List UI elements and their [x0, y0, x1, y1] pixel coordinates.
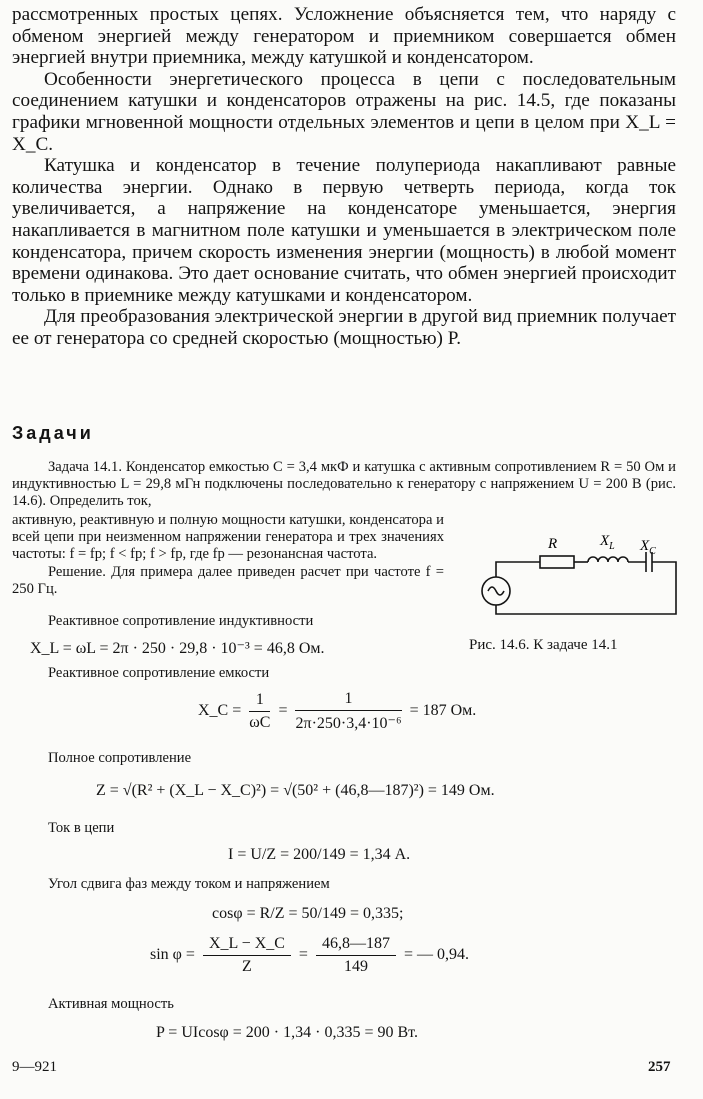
- i-formula: I = U/Z = 200/149 = 1,34 А.: [228, 846, 411, 863]
- p-formula: P = UIcosφ = 200 · 1,34 · 0,335 = 90 Вт.: [156, 1024, 418, 1041]
- xc-label: Реактивное сопротивление емкости: [48, 665, 270, 681]
- phi-label: Угол сдвига фаз между током и напряжением: [48, 876, 330, 892]
- xl-formula: X_L = ωL = 2π · 250 · 29,8 · 10⁻³ = 46,8 Ом.: [30, 640, 325, 657]
- page-number: 257: [648, 1059, 671, 1075]
- sin-formula: sin φ = $\frac{X\_L - X\_C}{Z}$ = $\frac{46,8—187}{149}$ = — 0,94.: [150, 935, 469, 975]
- inductor-symbol: [588, 557, 628, 562]
- p-label: Активная мощность: [48, 996, 174, 1012]
- footer-signature: 9—921: [12, 1059, 57, 1075]
- z-formula: Z = √(R² + (X_L − X_C)²) = √(50² + (46,8—187)²) = 149 Ом.: [96, 782, 495, 799]
- task-lead: Задача 14.1. Конденсатор емкостью C = 3,4 мкФ и катушка с активным сопротивлением R = 50 Ом и индуктивностью L = 29,8 мГн подключены последовательно к генератору с напряжением U = 200 В (рис. 14.6). Определить ток,: [12, 459, 676, 510]
- xc-formula: X_C = $\frac{1}{\omega C}$ = $\frac{1}{\text{2π·250·3,4·10⁻⁶}}$ = 187 Ом.: [198, 690, 477, 732]
- circuit-diagram: [476, 528, 686, 628]
- paragraph-energy-process: Особенности энергетического процесса в цепи с последовательным соединением катушки и конденсаторов отражены на рис. 14.5, где показаны графики мгновенной мощности отдельных элементов и цепи в целом при X_L = X_C.: [12, 68, 676, 155]
- solution-text: Решение. Для примера далее приведен расчет при частоте f = 250 Гц.: [12, 563, 444, 597]
- section-heading: Задачи: [12, 423, 94, 443]
- text-block-intro: [12, 4, 676, 350]
- paragraph-average-power: Для преобразования электрической энергии в другой вид приемник получает ее от генератора со средней скоростью (мощностью) P.: [12, 306, 676, 349]
- task-continuation: активную, реактивную и полную мощности катушки, конденсатора и всей цепи при неизменном напряжении генератора и трех значениях частоты: f = fр; f < fр; f > fр, где fр — резонансная частота. Решение. Для примера далее приведен расчет при частоте f = 250 Гц.: [12, 512, 444, 597]
- xl-label: Реактивное сопротивление индуктивности: [48, 613, 314, 629]
- label-xc: $X_C$: [640, 538, 656, 557]
- resistor-symbol: [540, 556, 574, 568]
- paragraph-energy-exchange: Катушка и конденсатор в течение полупериода накапливают равные количества энергии. Однако в первую четверть периода, когда ток увеличивается, а напряжение на конденсаторе уменьшается, энергия накапливается в магнитном поле катушки и уменьшается в электрическом поле конденсатора, причем скорость изменения энергии (мощность) в любой момент времени одинакова. Это дает основание считать, что обмен энергией происходит только в приемнике между катушками и конденсатором.: [12, 155, 676, 306]
- cos-formula: cosφ = R/Z = 50/149 = 0,335;: [212, 905, 404, 922]
- paragraph-continuation: рассмотренных простых цепях. Усложнение объясняется тем, что наряду с обменом энергией между генератором и приемником совершается обмен энергией внутри приемника, между катушкой и конденсатором.: [12, 4, 676, 69]
- i-label: Ток в цепи: [48, 820, 115, 836]
- figure-caption: Рис. 14.6. К задаче 14.1: [469, 637, 618, 653]
- label-r: R: [548, 536, 558, 552]
- label-xl: $X_L$: [600, 533, 615, 552]
- z-label: Полное сопротивление: [48, 750, 192, 766]
